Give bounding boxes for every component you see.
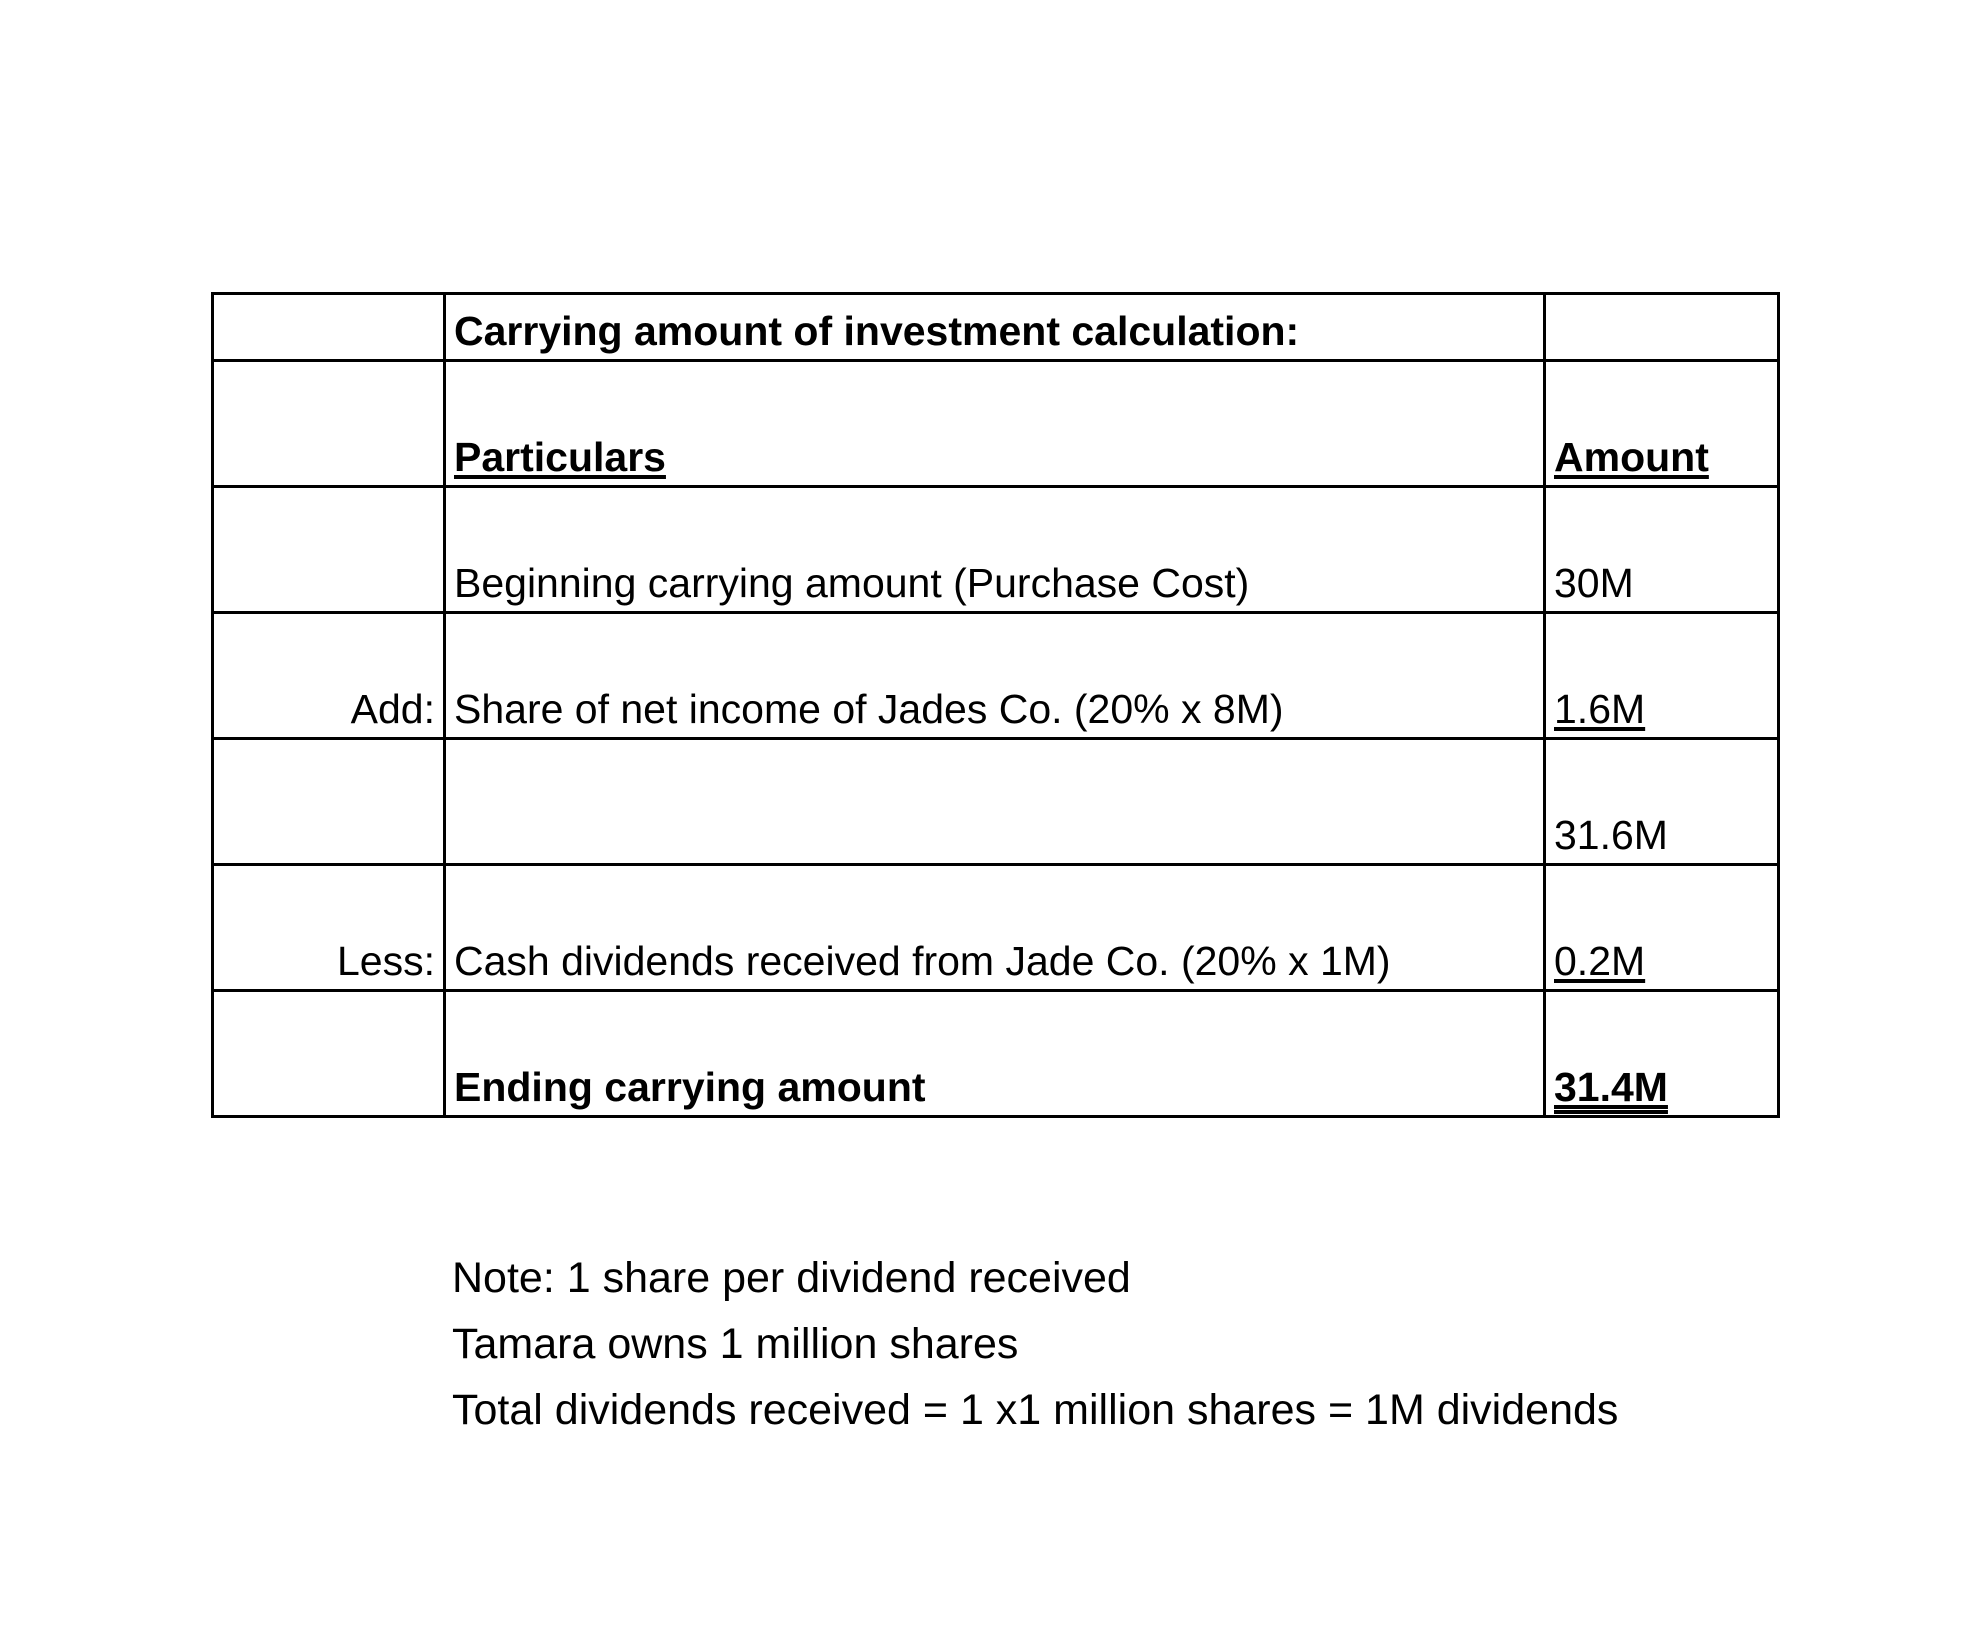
row-particular (445, 739, 1545, 865)
row-particular: Cash dividends received from Jade Co. (20% x 1M) (445, 865, 1545, 991)
row-prefix (213, 739, 445, 865)
row-prefix (213, 487, 445, 613)
row-prefix: Less: (213, 865, 445, 991)
row-amount: 30M (1545, 487, 1779, 613)
table-row (213, 613, 1779, 739)
amount-header-cell (1545, 361, 1779, 487)
notes-block (452, 1245, 1618, 1443)
row-amount: 31.6M (1545, 739, 1779, 865)
total-amount: 31.4M (1554, 1063, 1668, 1110)
total-amount-cell (1545, 991, 1779, 1117)
investment-calculation-table (211, 292, 1780, 1118)
row-particular: Beginning carrying amount (Purchase Cost) (445, 487, 1545, 613)
particulars-header-cell (445, 361, 1545, 487)
table-cell-empty (213, 361, 445, 487)
table-total-row (213, 991, 1779, 1117)
particulars-header: Particulars (454, 433, 666, 480)
table-header-row (213, 361, 1779, 487)
table-row (213, 487, 1779, 613)
row-amount: 1.6M (1554, 685, 1646, 732)
note-line: Total dividends received = 1 x1 million shares = 1M dividends (452, 1386, 1619, 1434)
note-line: Note: 1 share per dividend received (452, 1254, 1131, 1302)
table-row (213, 865, 1779, 991)
row-prefix: Add: (213, 613, 445, 739)
row-amount-cell (1545, 613, 1779, 739)
table-row (213, 739, 1779, 865)
table-cell-empty (213, 991, 445, 1117)
table-title: Carrying amount of investment calculation: (445, 294, 1545, 361)
note-line: Tamara owns 1 million shares (452, 1320, 1019, 1368)
table-cell-empty (213, 294, 445, 361)
row-amount-cell (1545, 865, 1779, 991)
amount-header: Amount (1554, 433, 1709, 480)
table-cell-empty (1545, 294, 1779, 361)
total-label: Ending carrying amount (445, 991, 1545, 1117)
row-particular: Share of net income of Jades Co. (20% x 8M) (445, 613, 1545, 739)
table-title-row (213, 294, 1779, 361)
row-amount: 0.2M (1554, 937, 1646, 984)
